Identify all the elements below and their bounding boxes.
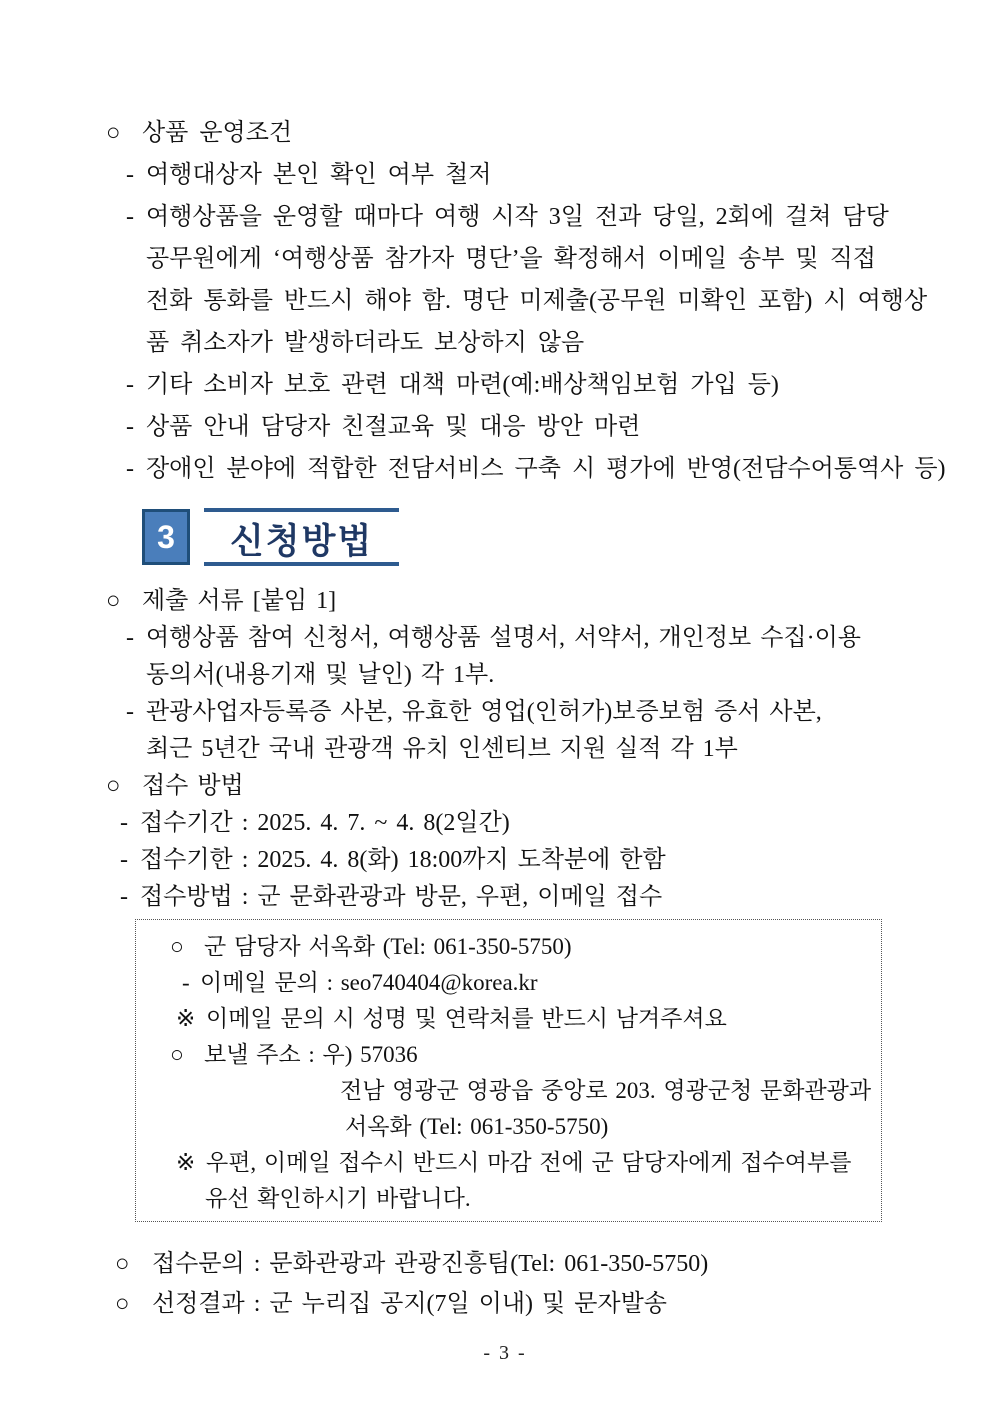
line-text: 이메일 문의 시 성명 및 연락처를 반드시 남겨주셔요 bbox=[206, 1006, 727, 1031]
circle-bullet-icon: ○ bbox=[170, 1042, 184, 1067]
dash-icon: - bbox=[120, 884, 128, 910]
line-text: 동의서(내용기재 및 날인) 각 1부. bbox=[146, 662, 495, 688]
continuation-line bbox=[98, 238, 912, 280]
line-text: 접수기한 : 2025. 4. 8(화) 18:00까지 도착분에 한함 bbox=[140, 847, 666, 873]
section-title: 신청방법 bbox=[204, 508, 399, 566]
dash-line bbox=[98, 620, 912, 657]
continuation-line bbox=[98, 280, 928, 322]
continuation-line bbox=[136, 1073, 881, 1109]
dash-line bbox=[98, 154, 912, 196]
reference-mark-icon: ※ bbox=[176, 1006, 196, 1031]
bullet-line bbox=[98, 1244, 912, 1284]
line-text: 제출 서류 [붙임 1] bbox=[142, 588, 337, 614]
line-text: 상품 안내 담당자 친절교육 및 대응 방안 마련 bbox=[146, 414, 641, 440]
circle-bullet-icon: ○ bbox=[115, 1291, 130, 1317]
bullet-line bbox=[98, 112, 912, 154]
circle-bullet-icon: ○ bbox=[106, 773, 121, 799]
bullet-line bbox=[98, 583, 912, 620]
line-text: 기타 소비자 보호 관련 대책 마련(예:배상책임보험 가입 등) bbox=[146, 372, 779, 398]
line-text: 상품 운영조건 bbox=[142, 120, 293, 146]
line-text: 여행상품을 운영할 때마다 여행 시작 3일 전과 당일, 2회에 걸쳐 담당 bbox=[146, 204, 889, 230]
page-number: - 3 - bbox=[483, 1342, 527, 1364]
line-text: 접수 방법 bbox=[142, 773, 244, 799]
bullet-line bbox=[136, 929, 881, 965]
note-line bbox=[136, 1145, 881, 1181]
line-text: 장애인 분야에 적합한 전담서비스 구축 시 평가에 반영(전담수어통역사 등) bbox=[146, 456, 946, 482]
dash-icon: - bbox=[126, 372, 134, 398]
line-text: 우편, 이메일 접수시 반드시 마감 전에 군 담당자에게 접수여부를 bbox=[206, 1150, 852, 1175]
section-heading bbox=[142, 508, 912, 566]
section-footer-info bbox=[98, 1244, 912, 1324]
note-line bbox=[136, 1001, 881, 1037]
continuation-line bbox=[98, 731, 912, 768]
dash-icon: - bbox=[126, 162, 134, 188]
line-text: 유선 확인하시기 바랍니다. bbox=[205, 1186, 471, 1211]
circle-bullet-icon: ○ bbox=[115, 1251, 130, 1277]
line-text: 서옥화 (Tel: 061-350-5750) bbox=[345, 1114, 609, 1139]
dash-icon: - bbox=[126, 414, 134, 440]
line-text: 접수방법 : 군 문화관광과 방문, 우편, 이메일 접수 bbox=[140, 884, 663, 910]
bullet-line bbox=[98, 768, 912, 805]
line-text: 접수기간 : 2025. 4. 7. ~ 4. 8(2일간) bbox=[140, 810, 510, 836]
dash-line bbox=[98, 842, 912, 879]
reference-mark-icon: ※ bbox=[176, 1150, 196, 1175]
circle-bullet-icon: ○ bbox=[106, 120, 121, 146]
dash-icon: - bbox=[126, 625, 134, 651]
circle-bullet-icon: ○ bbox=[106, 588, 121, 614]
line-text: 관광사업자등록증 사본, 유효한 영업(인허가)보증보험 증서 사본, bbox=[146, 699, 822, 725]
line-text: 전남 영광군 영광읍 중앙로 203. 영광군청 문화관광과 bbox=[340, 1078, 872, 1103]
line-text: 선정결과 : 군 누리집 공지(7일 이내) 및 문자발송 bbox=[152, 1291, 667, 1317]
line-text: 여행대상자 본인 확인 여부 철저 bbox=[146, 162, 492, 188]
dash-line bbox=[98, 805, 912, 842]
section-operating-conditions bbox=[98, 112, 946, 490]
line-text: 군 담당자 서옥화 (Tel: 061-350-5750) bbox=[204, 934, 572, 959]
line-text: 접수문의 : 문화관광과 관광진흥팀(Tel: 061-350-5750) bbox=[152, 1251, 709, 1277]
line-text: 품 취소자가 발생하더라도 보상하지 않음 bbox=[146, 330, 585, 356]
continuation-line bbox=[98, 657, 912, 694]
dash-icon: - bbox=[182, 970, 190, 995]
continuation-line bbox=[136, 1109, 881, 1145]
bullet-line bbox=[136, 1037, 881, 1073]
line-text: 공무원에게 ‘여행상품 참가자 명단’을 확정해서 이메일 송부 및 직접 bbox=[146, 246, 876, 272]
dash-line bbox=[136, 965, 881, 1001]
bullet-line bbox=[98, 1284, 912, 1324]
dash-line bbox=[98, 694, 912, 731]
section-application-method bbox=[98, 583, 912, 916]
dash-line bbox=[98, 448, 946, 490]
dash-icon: - bbox=[126, 456, 134, 482]
line-text: 전화 통화를 반드시 해야 함. 명단 미제출(공무원 미확인 포함) 시 여행상 bbox=[146, 288, 928, 314]
dash-icon: - bbox=[120, 847, 128, 873]
circle-bullet-icon: ○ bbox=[170, 934, 184, 959]
line-text: 보낼 주소 : 우) 57036 bbox=[204, 1042, 418, 1067]
section-number-badge: 3 bbox=[142, 509, 190, 565]
continuation-line bbox=[98, 322, 912, 364]
dash-icon: - bbox=[126, 204, 134, 230]
dash-line bbox=[98, 364, 912, 406]
dash-icon: - bbox=[126, 699, 134, 725]
continuation-line bbox=[136, 1181, 881, 1217]
dash-line bbox=[98, 406, 912, 448]
dash-line bbox=[98, 196, 912, 238]
contact-info-box bbox=[135, 919, 882, 1222]
dash-line bbox=[98, 879, 912, 916]
line-text: 이메일 문의 : seo740404@korea.kr bbox=[200, 970, 538, 995]
line-text: 최근 5년간 국내 관광객 유치 인센티브 지원 실적 각 1부 bbox=[146, 736, 738, 762]
line-text: 여행상품 참여 신청서, 여행상품 설명서, 서약서, 개인정보 수집·이용 bbox=[146, 625, 861, 651]
dash-icon: - bbox=[120, 810, 128, 836]
